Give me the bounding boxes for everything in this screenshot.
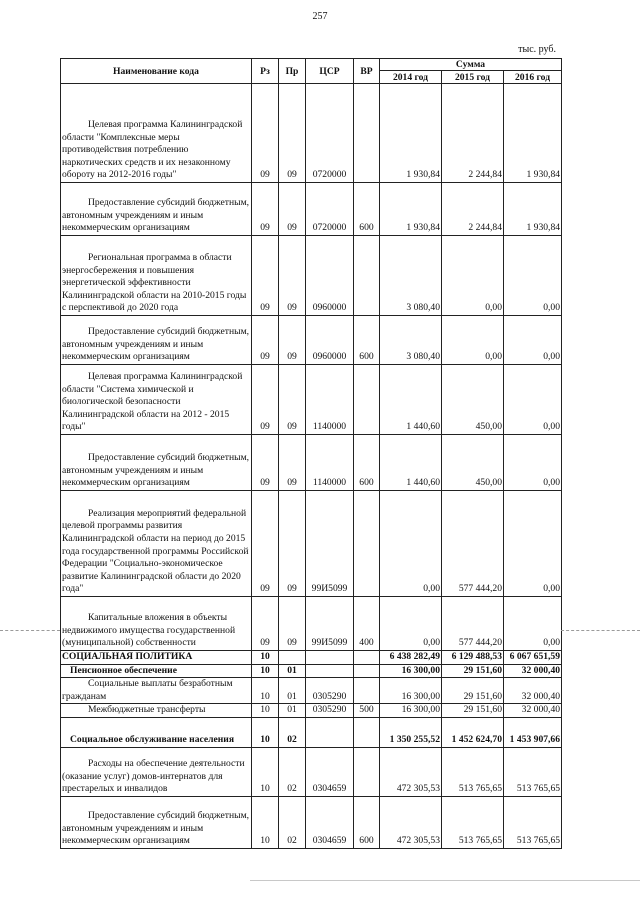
row-rz: 10 [252,796,279,848]
scan-cut-line [0,630,60,631]
row-rz: 10 [252,678,279,704]
header-pr: Пр [279,59,306,84]
table-row [61,796,562,848]
row-sum-2016: 32 000,40 [504,704,562,718]
row-sum-2015: 2 244,84 [442,183,504,236]
row-rz: 09 [252,491,279,597]
row-name: Предоставление субсидий бюджетным, автономным учреждениям и иным некоммерческим организациям [61,316,252,365]
row-csr: 0304659 [306,796,354,848]
row-rz: 09 [252,84,279,183]
row-sum-2014: 1 930,84 [380,84,442,183]
row-sum-2014: 1 930,84 [380,183,442,236]
row-rz: 09 [252,236,279,316]
row-pr: 02 [279,717,306,747]
row-pr: 09 [279,84,306,183]
row-sum-2015: 577 444,20 [442,597,504,651]
row-rz: 10 [252,651,279,665]
row-csr: 99И5099 [306,597,354,651]
row-vr [354,84,380,183]
row-csr: 1140000 [306,365,354,435]
row-pr: 01 [279,678,306,704]
row-sum-2016: 32 000,40 [504,664,562,678]
row-pr: 09 [279,236,306,316]
row-sum-2014: 1 440,60 [380,435,442,491]
row-name: Региональная программа в области энергосбережения и повышения энергетической эффективности Калининградской области на 2010-2015 годы с перспективой до 2020 года [61,236,252,316]
row-sum-2015: 6 129 488,53 [442,651,504,665]
row-csr [306,664,354,678]
row-vr: 600 [354,796,380,848]
row-csr: 0720000 [306,84,354,183]
row-pr: 01 [279,664,306,678]
header-year-2016: 2016 год [504,71,562,84]
row-vr: 600 [354,316,380,365]
row-vr [354,747,380,796]
row-rz: 10 [252,717,279,747]
row-vr: 600 [354,435,380,491]
row-pr: 02 [279,796,306,848]
row-sum-2014: 16 300,00 [380,704,442,718]
table-row [61,491,562,597]
row-sum-2015: 2 244,84 [442,84,504,183]
header-csr: ЦСР [306,59,354,84]
row-csr: 1140000 [306,435,354,491]
row-sum-2015: 513 765,65 [442,796,504,848]
row-pr [279,651,306,665]
row-pr: 09 [279,597,306,651]
row-sum-2015: 450,00 [442,365,504,435]
row-name: Межбюджетные трансферты [61,704,252,718]
row-sum-2016: 513 765,65 [504,796,562,848]
header-year-2014: 2014 год [380,71,442,84]
unit-label: тыс. руб. [518,44,556,55]
row-sum-2014: 6 438 282,49 [380,651,442,665]
row-pr: 09 [279,435,306,491]
table-row [61,717,562,747]
row-pr: 09 [279,365,306,435]
row-csr: 0960000 [306,316,354,365]
row-sum-2016: 1 453 907,66 [504,717,562,747]
row-name: СОЦИАЛЬНАЯ ПОЛИТИКА [61,651,252,665]
header-year-2015: 2015 год [442,71,504,84]
row-vr [354,491,380,597]
header-row-top [61,59,562,71]
row-vr [354,678,380,704]
table-row [61,678,562,704]
row-rz: 10 [252,664,279,678]
row-vr [354,365,380,435]
row-pr: 02 [279,747,306,796]
row-sum-2016: 6 067 651,59 [504,651,562,665]
row-pr: 09 [279,316,306,365]
row-rz: 10 [252,704,279,718]
header-name: Наименование кода [61,59,252,84]
table-row [61,183,562,236]
row-name: Целевая программа Калининградской области "Комплексные меры противодействия потреблению наркотических средств и их незаконному обороту на 2012-2016 годы" [61,84,252,183]
row-csr [306,651,354,665]
row-vr [354,236,380,316]
row-name: Социальное обслуживание населения [61,717,252,747]
row-rz: 09 [252,365,279,435]
table-row [61,435,562,491]
row-sum-2015: 29 151,60 [442,678,504,704]
header-sum: Сумма [380,59,562,71]
row-sum-2016: 1 930,84 [504,183,562,236]
row-sum-2015: 577 444,20 [442,491,504,597]
row-sum-2016: 513 765,65 [504,747,562,796]
header-rz: Рз [252,59,279,84]
table-row [61,84,562,183]
row-csr: 0960000 [306,236,354,316]
row-pr: 01 [279,704,306,718]
table-row [61,365,562,435]
header-vr: ВР [354,59,380,84]
row-pr: 09 [279,183,306,236]
row-name: Капитальные вложения в объекты недвижимого имущества государственной (муниципальной) собственности [61,597,252,651]
row-sum-2015: 1 452 624,70 [442,717,504,747]
scan-cut-line [561,630,640,631]
row-name: Целевая программа Калининградской области "Система химической и биологической безопасности Калининградской области на 2012 - 2015 годы" [61,365,252,435]
row-sum-2014: 3 080,40 [380,236,442,316]
row-sum-2015: 513 765,65 [442,747,504,796]
row-csr: 0305290 [306,704,354,718]
row-sum-2014: 0,00 [380,597,442,651]
row-sum-2014: 16 300,00 [380,678,442,704]
row-name: Реализация мероприятий федеральной целевой программы развития Калининградской области на период до 2015 года государственной программы Российской Федерации "Социально-экономическое развитие Калининградской области до 2020 года" [61,491,252,597]
row-csr: 0305290 [306,678,354,704]
row-vr: 400 [354,597,380,651]
row-sum-2014: 472 305,53 [380,747,442,796]
table-row [61,651,562,665]
row-sum-2016: 0,00 [504,316,562,365]
row-rz: 09 [252,435,279,491]
row-vr: 600 [354,183,380,236]
row-sum-2014: 0,00 [380,491,442,597]
row-name: Предоставление субсидий бюджетным, автономным учреждениям и иным некоммерческим организациям [61,796,252,848]
row-name: Расходы на обеспечение деятельности (оказание услуг) домов-интернатов для престарелых и инвалидов [61,747,252,796]
row-sum-2015: 0,00 [442,316,504,365]
row-sum-2016: 0,00 [504,491,562,597]
row-csr: 99И5099 [306,491,354,597]
row-sum-2016: 0,00 [504,435,562,491]
row-sum-2014: 16 300,00 [380,664,442,678]
row-sum-2015: 29 151,60 [442,664,504,678]
row-csr: 0720000 [306,183,354,236]
row-csr [306,717,354,747]
row-vr [354,651,380,665]
row-rz: 09 [252,597,279,651]
row-sum-2015: 29 151,60 [442,704,504,718]
row-vr [354,664,380,678]
row-sum-2014: 472 305,53 [380,796,442,848]
row-name: Предоставление субсидий бюджетным, автономным учреждениям и иным некоммерческим организациям [61,183,252,236]
row-name: Предоставление субсидий бюджетным, автономным учреждениям и иным некоммерческим организациям [61,435,252,491]
table-row [61,664,562,678]
table-row [61,704,562,718]
row-sum-2016: 0,00 [504,597,562,651]
row-sum-2016: 1 930,84 [504,84,562,183]
row-sum-2014: 1 440,60 [380,365,442,435]
row-rz: 09 [252,183,279,236]
row-sum-2015: 450,00 [442,435,504,491]
row-name: Социальные выплаты безработным гражданам [61,678,252,704]
row-vr: 500 [354,704,380,718]
scan-cut-line [250,880,640,881]
page-number: 257 [312,11,328,22]
row-rz: 10 [252,747,279,796]
table-row [61,236,562,316]
row-name: Пенсионное обеспечение [61,664,252,678]
row-rz: 09 [252,316,279,365]
table-row [61,747,562,796]
table-row [61,597,562,651]
table-row [61,316,562,365]
row-sum-2016: 32 000,40 [504,678,562,704]
row-sum-2014: 3 080,40 [380,316,442,365]
row-vr [354,717,380,747]
row-sum-2014: 1 350 255,52 [380,717,442,747]
row-sum-2015: 0,00 [442,236,504,316]
row-csr: 0304659 [306,747,354,796]
row-pr: 09 [279,491,306,597]
row-sum-2016: 0,00 [504,365,562,435]
row-sum-2016: 0,00 [504,236,562,316]
budget-table [60,58,562,849]
